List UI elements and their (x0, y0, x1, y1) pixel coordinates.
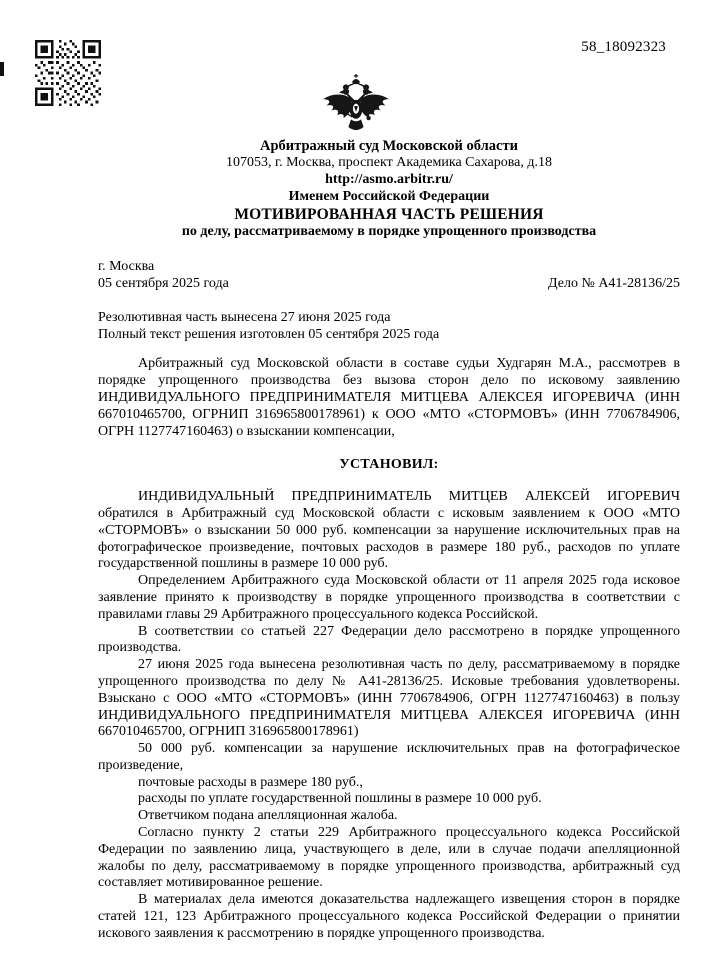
court-header (98, 138, 680, 241)
document-subtitle: по делу, рассматриваемому в порядке упрощенного производства (181, 224, 597, 240)
body-paragraph-10: В материалах дела имеются доказательства надлежащего извещения сторон в порядке статей 121, 123 Арбитражного процессуального кодекса Российской Федерации о принятии искового заявления к рассмотрению в порядке упрощенного производства. (98, 892, 680, 941)
document-content (98, 138, 680, 943)
body-paragraph-1: ИНДИВИДУАЛЬНЫЙ ПРЕДПРИНИМАТЕЛЬ МИТЦЕВ АЛЕКСЕЙ ИГОРЕВИЧ обратился в Арбитражный суд Московской области с исковым заявлением к ООО «МТО «СТОРМОВЪ» о взыскании 50 000 руб. компенсации за нарушение исключительных прав на фотографическое произведение, почтовых расходов в размере 180 руб., расходов по уплате государственной пошлины в размере 10 000 руб. (98, 489, 680, 572)
full-text-line: Полный текст решения изготовлен 05 сентября 2025 года (98, 326, 440, 342)
document-number: 58_18092323 (581, 39, 666, 55)
resolutive-part-line: Резолютивная часть вынесена 27 июня 2025 года (98, 309, 391, 325)
court-address: 107053, г. Москва, проспект Академика Сахарова, д.18 (225, 155, 552, 171)
intro-paragraph: Арбитражный суд Московской области в составе судьи Худгарян М.А., рассмотрев в порядке упрощенного производства без вызова сторон дело по исковому заявлению ИНДИВИДУАЛЬНОГО ПРЕДПРИНИМАТЕЛЯ МИТЦЕВА АЛЕКСЕЯ ИГОРЕВИЧА (ИНН 667010465700, ОГРНИП 316965800178961) к ООО «МТО «СТОРМОВЪ» (ИНН 7706784906, ОГРН 1127747160463) о взыскании компенсации, (98, 356, 680, 439)
court-website: http://asmo.arbitr.ru/ (325, 172, 453, 188)
case-info-block (98, 259, 680, 293)
document-title: МОТИВИРОВАННАЯ ЧАСТЬ РЕШЕНИЯ (234, 205, 544, 223)
coat-of-arms-icon (0, 74, 712, 143)
city: г. Москва (98, 259, 155, 275)
document-body (98, 356, 680, 942)
body-paragraph-6: почтовые расходы в размере 180 руб., (138, 774, 363, 790)
dates-block (98, 310, 680, 344)
court-name: Арбитражный суд Московской области (260, 138, 518, 154)
body-paragraph-3: В соответствии со статьей 227 Федерации дело рассмотрено в порядке упрощенного производства. (98, 623, 680, 656)
body-paragraph-5: 50 000 руб. компенсации за нарушение исключительных прав на фотографическое произведение, (98, 741, 680, 773)
body-paragraph-8: Ответчиком подана апелляционная жалоба. (138, 808, 398, 824)
body-paragraph-9: Согласно пункту 2 статьи 229 Арбитражного процессуального кодекса Российской Федерации по заявлению лица, участвующего в деле, или в случае подачи апелляционной жалобы по делу, рассматриваемому в порядке упрощенного производства, арбитражный суд составляет мотивированное решение. (98, 825, 680, 891)
in-the-name-line: Именем Российской Федерации (288, 188, 490, 204)
body-paragraph-7: расходы по уплате государственной пошлины в размере 10 000 руб. (138, 791, 542, 807)
case-number: Дело № А41-28136/25 (548, 275, 680, 291)
decision-date: 05 сентября 2025 года (98, 275, 229, 291)
body-paragraph-2: Определением Арбитражного суда Московской области от 11 апреля 2025 года исковое заявление принято к производству в порядке упрощенного производства в соответствии с правилами главы 29 Арбитражного процессуального кодекса Российской. (98, 573, 680, 622)
section-heading: УСТАНОВИЛ: (339, 457, 439, 473)
body-paragraph-4: 27 июня 2025 года вынесена резолютивная часть по делу, рассматриваемому в порядке упрощенного производства по делу № А41-28136/25. Исковые требования удовлетворены. Взыскано с ООО «МТО «СТОРМОВЪ» (ИНН 7706784906, ОГРН 1127747160463) в пользу ИНДИВИДУАЛЬНОГО ПРЕДПРИНИМАТЕЛЯ МИТЦЕВА АЛЕКСЕЯ ИГОРЕВИЧА (ИНН 667010465700, ОГРНИП 316965800178961) (98, 657, 680, 740)
